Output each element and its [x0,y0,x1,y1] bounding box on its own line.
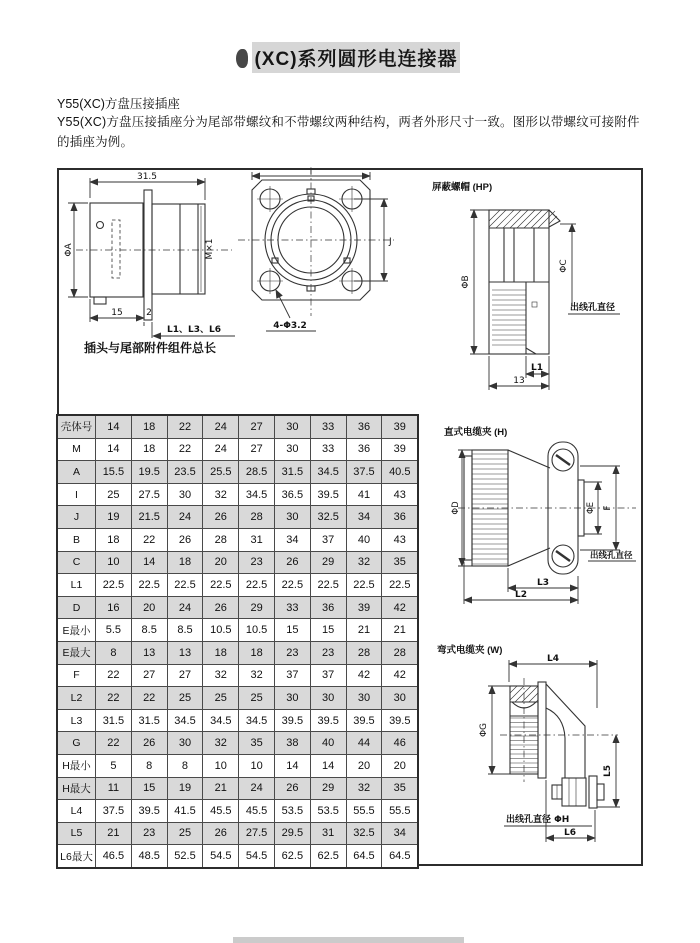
dimension-cell: 34.5 [167,709,203,732]
dimension-cell: 22 [96,664,132,687]
dimension-cell: 18 [167,551,203,574]
dimension-cell: 37 [310,664,346,687]
header-ornament [236,49,248,68]
angle-clamp-drawing [452,650,644,860]
table-row [57,461,418,484]
dimension-cell: 10.5 [203,619,239,642]
dimension-cell: 22.5 [382,574,418,597]
dimension-cell: 64.5 [346,845,382,868]
dimension-cell: 41 [346,483,382,506]
dim-phi-a: ΦA [64,243,74,257]
dimension-cell: 39.5 [310,709,346,732]
dimension-cell: 40.5 [382,461,418,484]
dimension-cell: 10.5 [239,619,275,642]
dimension-cell: 37.5 [96,800,132,823]
dimension-cell: 29 [239,596,275,619]
dimension-cell: 23 [131,822,167,845]
dim-f: F [603,505,613,511]
dim-thread: M×1 [205,238,215,260]
dimension-cell: 21.5 [131,506,167,529]
dimension-cell: 55.5 [382,800,418,823]
dimension-cell: 23.5 [167,461,203,484]
dimension-cell: 52.5 [167,845,203,868]
table-row [57,709,418,732]
row-label: L6最大 [57,845,96,868]
dimension-cell: 34.5 [203,709,239,732]
row-label: I [57,483,96,506]
dimension-cell: 40 [310,732,346,755]
dimension-cell: 33 [310,415,346,438]
dimension-cell: 23 [239,551,275,574]
dimension-cell: 30 [310,687,346,710]
dimension-cell: 22 [131,687,167,710]
dim-l3-h: L3 [537,578,549,588]
dimension-cell: 30 [382,687,418,710]
row-label: 壳体号 [57,415,96,438]
dimension-cell: 39.5 [274,709,310,732]
dimension-cell: 22.5 [203,574,239,597]
dimension-cell: 53.5 [274,800,310,823]
dimension-cell: 37.5 [346,461,382,484]
dimension-cell: 44 [346,732,382,755]
table-row [57,596,418,619]
dimension-cell: 27.5 [131,483,167,506]
dim-phi-g: ΦG [479,722,489,738]
dimension-cell: 34.5 [239,483,275,506]
table-row [57,800,418,823]
row-label: H最大 [57,777,96,800]
dimension-cell: 8 [96,641,132,664]
dimension-cell: 35 [382,551,418,574]
series-subtitle: Y55(XC)方盘压接插座 [57,97,180,111]
dimension-cell: 34.5 [310,461,346,484]
dimension-cell: 36 [382,506,418,529]
dimension-cell: 30 [167,732,203,755]
dim-l4: L4 [547,654,559,664]
straight-clamp-title: 直式电缆夹 (H) [444,427,508,438]
dimension-cell: 39.5 [310,483,346,506]
dimension-cell: 35 [382,777,418,800]
dimension-cell: 22 [167,438,203,461]
dimension-cell: 19 [167,777,203,800]
page-title-bar [252,42,460,73]
dimension-cell: 29 [310,551,346,574]
dimension-cell: 33 [274,596,310,619]
dimension-cell: 42 [382,664,418,687]
dimension-cell: 20 [382,754,418,777]
dimension-table [56,414,419,869]
dimension-cell: 53.5 [310,800,346,823]
row-label: E最小 [57,619,96,642]
dimension-cell: 20 [131,596,167,619]
dimension-cell: 28 [239,506,275,529]
dimension-cell: 24 [203,438,239,461]
row-label: J [57,506,96,529]
dimension-cell: 32 [346,551,382,574]
dimension-cell: 18 [131,438,167,461]
dimension-cell: 39.5 [131,800,167,823]
series-description: Y55(XC)方盘压接插座分为尾部带螺纹和不带螺纹两种结构，两者外形尺寸一致。图形以带螺纹可接附件的插座为例。 [57,115,640,149]
holes-label: 4-Φ3.2 [273,321,307,331]
dimension-cell: 31 [310,822,346,845]
dimension-cell: 40 [346,528,382,551]
dimension-cell: 10 [96,551,132,574]
note-l1-l3-l6: L1、L3、L6 [167,325,221,335]
dimension-cell: 8.5 [131,619,167,642]
dimension-cell: 20 [346,754,382,777]
straight-clamp-drawing [452,438,644,630]
dimension-cell: 14 [274,754,310,777]
row-label: L5 [57,822,96,845]
dimension-cell: 19.5 [131,461,167,484]
dimension-cell: 26 [203,596,239,619]
dimension-cell: 26 [203,506,239,529]
dimension-cell: 45.5 [203,800,239,823]
dimension-cell: 26 [203,822,239,845]
dimension-cell: 32 [346,777,382,800]
dimension-cell: 22.5 [131,574,167,597]
dimension-cell: 15 [131,777,167,800]
dimension-cell: 31.5 [274,461,310,484]
dimension-cell: 30 [274,506,310,529]
row-label: C [57,551,96,574]
dimension-cell: 32 [203,664,239,687]
row-label: L1 [57,574,96,597]
dimension-cell: 27 [167,664,203,687]
flange-front-view-drawing [238,168,406,364]
row-label: A [57,461,96,484]
dimension-cell: 27.5 [239,822,275,845]
dimension-cell: 30 [167,483,203,506]
note-total-length: 插头与尾部附件组件总长 [84,341,217,355]
dimension-cell: 28 [203,528,239,551]
dimension-cell: 34 [382,822,418,845]
dimension-cell: 30 [346,687,382,710]
table-row [57,822,418,845]
dimension-cell: 46.5 [96,845,132,868]
dimension-cell: 24 [203,415,239,438]
dimension-cell: 28 [382,641,418,664]
dimension-cell: 30 [274,687,310,710]
table-row [57,777,418,800]
dimension-cell: 43 [382,528,418,551]
dimension-cell: 21 [96,822,132,845]
dimension-cell: 41.5 [167,800,203,823]
dimension-cell: 39 [382,415,418,438]
dimension-cell: 26 [131,732,167,755]
dim-phi-d: ΦD [451,501,461,515]
dim-phi-b: ΦB [461,275,471,289]
dimension-cell: 22.5 [167,574,203,597]
row-label: H最小 [57,754,96,777]
dimension-cell: 26 [167,528,203,551]
dimension-cell: 25 [239,687,275,710]
outlet-label-w: 出线孔直径 ΦH [506,815,570,825]
dim-l5: L5 [603,765,613,777]
table-row [57,506,418,529]
dim-phi-c: ΦC [559,259,569,273]
dimension-cell: 8.5 [167,619,203,642]
dimension-cell: 11 [96,777,132,800]
dim-j: J [389,237,392,247]
dimension-cell: 26 [274,777,310,800]
dimension-cell: 62.5 [274,845,310,868]
dimension-cell: 28 [346,641,382,664]
dimension-cell: 25 [96,483,132,506]
angle-clamp-title: 弯式电缆夹 (W) [437,645,503,656]
row-label: B [57,528,96,551]
dimension-cell: 32 [203,732,239,755]
dimension-cell: 43 [382,483,418,506]
table-row [57,415,418,438]
dimension-cell: 22.5 [274,574,310,597]
dimension-cell: 37 [274,664,310,687]
dimension-cell: 36 [310,596,346,619]
dim-phi-e: ΦE [586,501,596,515]
row-label: G [57,732,96,755]
table-row [57,687,418,710]
dimension-cell: 16 [96,596,132,619]
dimension-cell: 34.5 [239,709,275,732]
dimension-cell: 8 [167,754,203,777]
dimension-cell: 21 [382,619,418,642]
row-label: D [57,596,96,619]
dimension-cell: 18 [203,641,239,664]
dimension-cell: 25 [167,822,203,845]
dimension-cell: 25 [203,687,239,710]
dimension-cell: 27 [131,664,167,687]
dimension-cell: 20 [203,551,239,574]
dim-13: 13 [513,376,525,386]
dimension-cell: 25 [167,687,203,710]
dimension-cell: 42 [382,596,418,619]
dimension-cell: 25.5 [203,461,239,484]
dimension-cell: 15.5 [96,461,132,484]
dimension-cell: 42 [346,664,382,687]
dimension-cell: 29 [310,777,346,800]
dimension-cell: 34 [346,506,382,529]
footer-bar [233,937,464,943]
plug-side-view-drawing [60,170,242,372]
dim-l2-h: L2 [515,590,527,600]
dimension-cell: 32 [239,664,275,687]
dimension-cell: 46 [382,732,418,755]
table-row [57,732,418,755]
dimension-cell: 5 [96,754,132,777]
dimension-cell: 31 [239,528,275,551]
row-label: L3 [57,709,96,732]
dimension-cell: 38 [274,732,310,755]
dimension-cell: 64.5 [382,845,418,868]
dimension-cell: 18 [96,528,132,551]
dim-l6: L6 [564,828,576,838]
dim-l1-hp: L1 [531,363,543,373]
dimension-cell: 37 [310,528,346,551]
dimension-cell: 14 [131,551,167,574]
dimension-cell: 14 [96,415,132,438]
dimension-cell: 29.5 [274,822,310,845]
dimension-cell: 24 [239,777,275,800]
dimension-cell: 30 [274,438,310,461]
dimension-cell: 27 [239,438,275,461]
dimension-cell: 45.5 [239,800,275,823]
dimension-cell: 36.5 [274,483,310,506]
dimension-cell: 23 [310,641,346,664]
dimension-cell: 21 [203,777,239,800]
outlet-label-h: 出线孔直径 [590,551,633,561]
page-title: (XC)系列圆形电连接器 [254,49,458,70]
dimension-cell: 62.5 [310,845,346,868]
table-row [57,754,418,777]
row-label: M [57,438,96,461]
dim-i: I [309,167,313,177]
dimension-cell: 10 [239,754,275,777]
dimension-cell: 22 [96,687,132,710]
dimension-cell: 5.5 [96,619,132,642]
dim-31-5: 31.5 [136,172,158,182]
dim-2: 2 [146,308,152,318]
dimension-cell: 32 [203,483,239,506]
dimension-cell: 32.5 [310,506,346,529]
dimension-cell: 36 [346,438,382,461]
table-row [57,438,418,461]
dimension-cell: 26 [274,551,310,574]
dimension-cell: 18 [239,641,275,664]
dimension-cell: 31.5 [96,709,132,732]
dimension-cell: 33 [310,438,346,461]
dimension-cell: 14 [310,754,346,777]
dimension-cell: 22.5 [239,574,275,597]
dimension-cell: 35 [239,732,275,755]
dimension-cell: 22.5 [310,574,346,597]
table-row [57,574,418,597]
dimension-cell: 54.5 [203,845,239,868]
dimension-cell: 39 [346,596,382,619]
dimension-cell: 13 [167,641,203,664]
table-row [57,845,418,868]
row-label: F [57,664,96,687]
dimension-cell: 21 [346,619,382,642]
dimension-cell: 39 [382,438,418,461]
row-label: E最大 [57,641,96,664]
dimension-cell: 22.5 [96,574,132,597]
table-row [57,483,418,506]
dimension-cell: 10 [203,754,239,777]
dimension-cell: 22.5 [346,574,382,597]
dimension-cell: 54.5 [239,845,275,868]
shield-nut-title: 屏蔽螺帽 (HP) [432,182,493,193]
dim-15: 15 [111,308,123,318]
dimension-cell: 39.5 [382,709,418,732]
table-row [57,664,418,687]
dimension-cell: 24 [167,596,203,619]
dimension-cell: 22 [96,732,132,755]
dimension-cell: 23 [274,641,310,664]
dimension-cell: 55.5 [346,800,382,823]
dimension-cell: 34 [274,528,310,551]
dimension-cell: 39.5 [346,709,382,732]
table-row [57,619,418,642]
dimension-cell: 15 [310,619,346,642]
dimension-cell: 22 [167,415,203,438]
row-label: L2 [57,687,96,710]
table-row [57,551,418,574]
dimension-cell: 30 [274,415,310,438]
dimension-cell: 22 [131,528,167,551]
table-row [57,641,418,664]
dimension-cell: 48.5 [131,845,167,868]
dimension-cell: 8 [131,754,167,777]
row-label: L4 [57,800,96,823]
dimension-cell: 32.5 [346,822,382,845]
dimension-cell: 18 [131,415,167,438]
dimension-cell: 24 [167,506,203,529]
table-row [57,528,418,551]
dimension-cell: 19 [96,506,132,529]
shield-nut-drawing [456,196,640,410]
dimension-cell: 28.5 [239,461,275,484]
dimension-cell: 36 [346,415,382,438]
dimension-cell: 15 [274,619,310,642]
dimension-cell: 27 [239,415,275,438]
outlet-label-hp: 出线孔直径 [570,303,616,313]
dimension-cell: 31.5 [131,709,167,732]
dimension-cell: 14 [96,438,132,461]
dimension-cell: 13 [131,641,167,664]
